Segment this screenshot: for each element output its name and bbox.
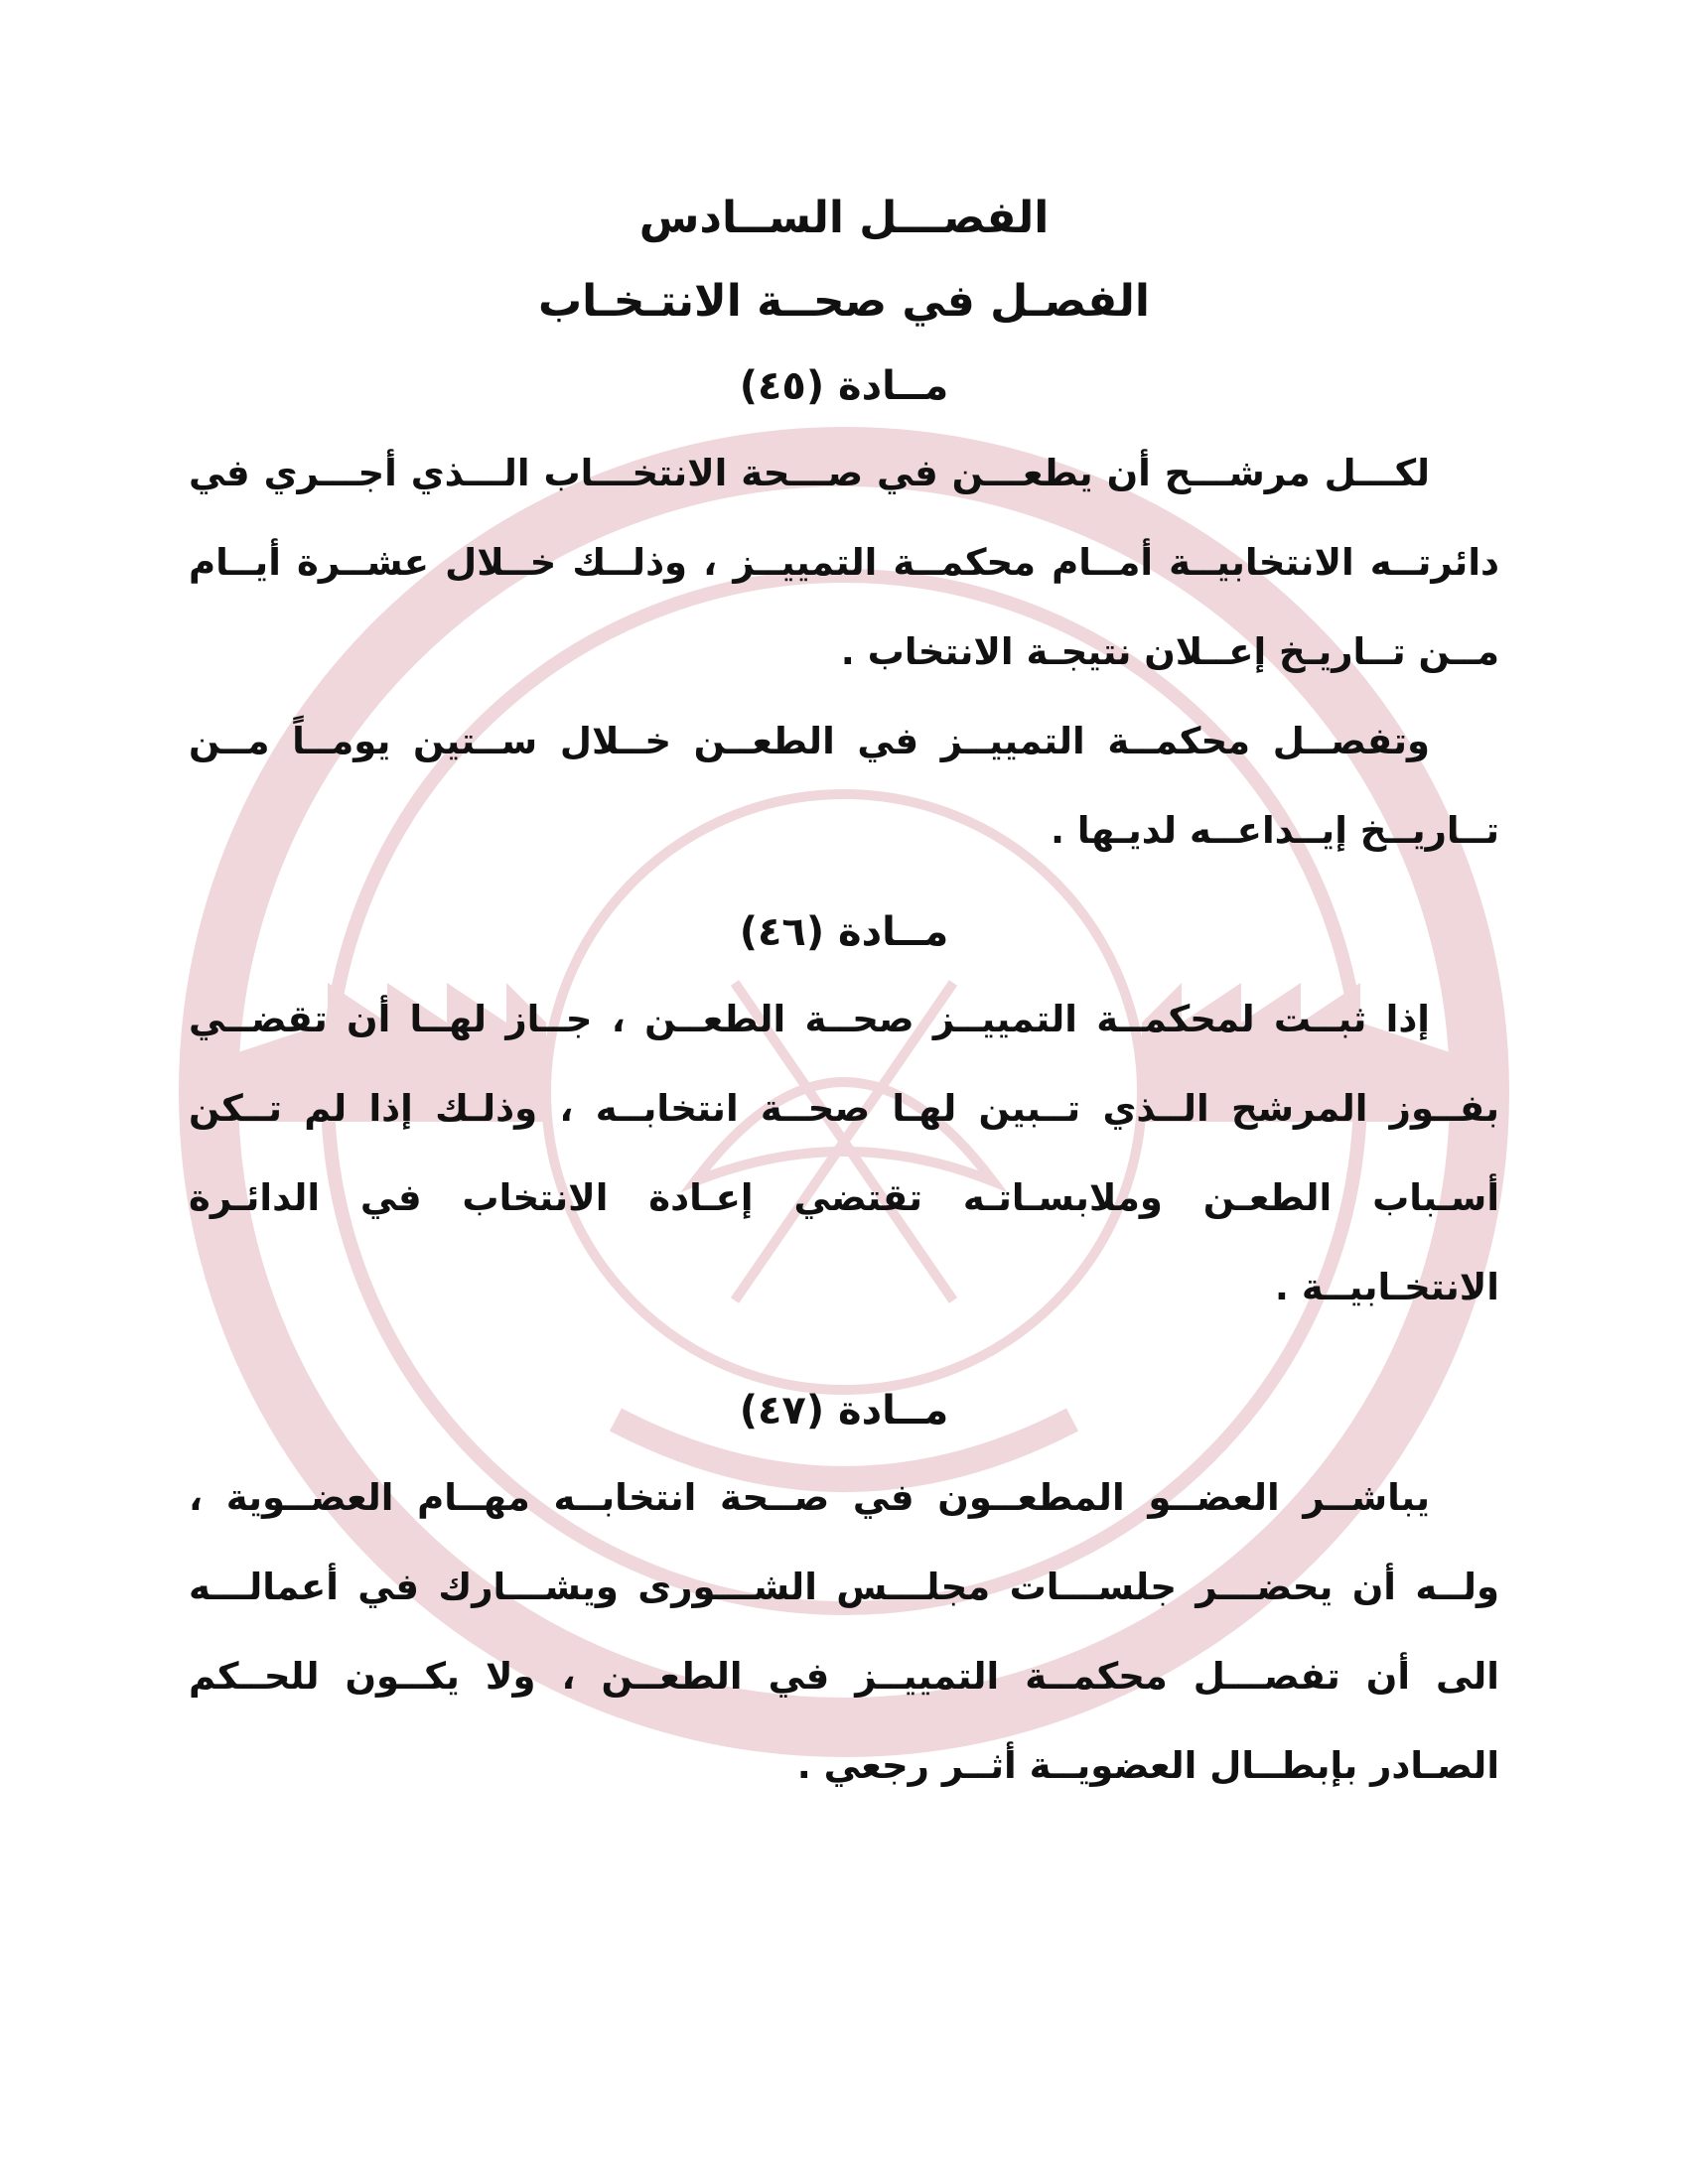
article-47 bbox=[189, 1368, 1499, 1811]
article-45-paragraph-1: لكـــل مرشـــح أن يطعـــن في صـــحة الانتخـــاب الـــذي أجـــري في دائرتــه الانتخابيــة أمــام محكمــة التمييــز ، وذلــك خــلال عشــرة أيــام مــن تــاريـخ إعــلان نتيجـة الانتخاب . bbox=[189, 452, 1499, 673]
article-47-title: مــادة (٤٧) bbox=[739, 1388, 949, 1433]
article-45-title: مــادة (٤٥) bbox=[739, 363, 949, 409]
article-46-paragraph-1: إذا ثبــت لمحكمــة التمييــز صحــة الطعــن ، جــاز لهــا أن تقضــي بفــوز المرشح الــذي تــبين لهـا صحــة انتخابــه ، وذلـك إذا لم تــكن أسـباب الطعـن وملابسـاتـه تقتضي إعـادة الانتخاب في الدائـرة الانتخـابيــة . bbox=[189, 998, 1499, 1308]
document-page bbox=[189, 177, 1499, 1811]
article-47-paragraph-1: يباشــر العضــو المطعــون في صــحة انتخابــه مهــام العضــوية ، ولــه أن يحضـــر جلســـات مجلـــس الشـــورى ويشـــارك في أعمالـــه الى أن تفصـــل محكمــة التمييــز في الطعــن ، ولا يكــون للحــكم الصـادر بإبطــال العضويــة أثــر رجعي . bbox=[189, 1476, 1499, 1787]
chapter-number-title: الفصـــل الســادس bbox=[638, 193, 1050, 243]
chapter-subject-title: الفصـل في صحــة الانتـخـاب bbox=[537, 276, 1151, 327]
article-46-title: مــادة (٤٦) bbox=[739, 909, 949, 955]
article-45-paragraph-2: وتفصــل محكمــة التمييــز في الطعــن خــلال ســتين يومــاً مــن تــاريــخ إيــداعــه لديـها . bbox=[189, 720, 1499, 852]
article-45 bbox=[189, 343, 1499, 876]
article-46 bbox=[189, 889, 1499, 1332]
